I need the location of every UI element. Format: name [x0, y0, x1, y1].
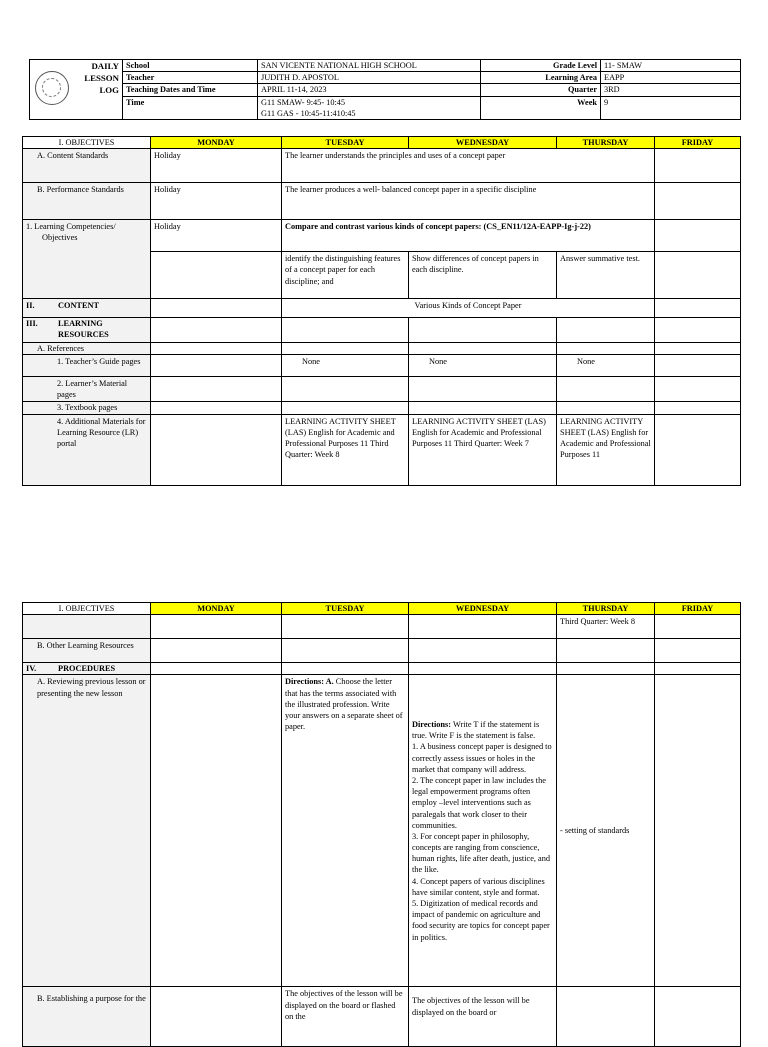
reviewing-wednesday: [409, 675, 557, 987]
competencies-label: [23, 220, 151, 299]
learners-material-thursday: [557, 376, 655, 401]
sub-objectives-monday: [151, 252, 282, 299]
learning-area-label: Learning Area: [481, 72, 601, 84]
friday-header: FRIDAY: [655, 603, 741, 615]
quarter-value: 3RD: [601, 84, 741, 96]
references-wednesday: [409, 342, 557, 354]
reviewing-friday: [655, 675, 741, 987]
learning-resources-monday: [151, 318, 282, 343]
content-standards-monday: Holiday: [151, 149, 282, 183]
performance-standards-friday: [655, 183, 741, 220]
continuation-monday: [151, 615, 282, 639]
grade-level-label: Grade Level: [481, 60, 601, 72]
teacher-label: Teacher: [123, 72, 258, 84]
procedures-thursday: [557, 663, 655, 675]
school-label: School: [123, 60, 258, 72]
header-table: [29, 59, 741, 120]
quiz-item: 5. Digitization of medical records and impact of pandemic on agriculture and food security are topics for concept paper in politics.: [412, 899, 550, 942]
textbook-friday: [655, 402, 741, 414]
performance-standards-label: B. Performance Standards: [23, 183, 151, 220]
thursday-header: THURSDAY: [557, 137, 655, 149]
learners-material-wednesday: [409, 376, 557, 401]
other-resources-friday: [655, 639, 741, 663]
additional-materials-wednesday: LEARNING ACTIVITY SHEET (LAS) English for Academic and Professional Purposes 11 Third Quarter: Week 7: [409, 414, 557, 485]
establishing-label: B. Establishing a purpose for the: [23, 987, 151, 1047]
quiz-item: 3. For concept paper in philosophy, concepts are ranging from conscience, human rights, life after death, justice, and the like.: [412, 831, 551, 875]
establishing-tuesday: The objectives of the lesson will be displayed on the board or flashed on the: [282, 987, 409, 1047]
monday-header: MONDAY: [151, 603, 282, 615]
sub-objectives-wednesday: Show differences of concept papers in each discipline.: [409, 252, 557, 299]
additional-materials-label: 4. Additional Materials for Learning Resource (LR) portal: [23, 414, 151, 485]
learning-resources-tuesday: [282, 318, 409, 343]
monday-header: MONDAY: [151, 137, 282, 149]
continuation-friday: [655, 615, 741, 639]
teachers-guide-monday: [151, 354, 282, 376]
continuation-tuesday: [282, 615, 409, 639]
additional-materials-monday: [151, 414, 282, 485]
textbook-thursday: [557, 402, 655, 414]
section-label: CONTENT: [58, 301, 100, 311]
reviewing-tuesday: [282, 675, 409, 987]
reviewing-label: A. Reviewing previous lesson or presenting the new lesson: [23, 675, 151, 987]
section-number: III.: [26, 319, 38, 329]
establishing-wednesday: The objectives of the lesson will be displayed on the board or: [409, 987, 557, 1047]
reviewing-monday: [151, 675, 282, 987]
teacher-value: JUDITH D. APOSTOL: [258, 72, 481, 84]
learners-material-friday: [655, 376, 741, 401]
teaching-dates-value: APRIL 11-14, 2023: [258, 84, 481, 96]
establishing-thursday: [557, 987, 655, 1047]
references-friday: [655, 342, 741, 354]
week-value: 9: [601, 96, 741, 119]
other-resources-tuesday: [282, 639, 409, 663]
dll-title-line: LOG: [99, 85, 119, 95]
lesson-table-2: [22, 602, 741, 1047]
additional-materials-tuesday: LEARNING ACTIVITY SHEET (LAS) English for Academic and Professional Purposes 11 Third Quarter: Week 8: [282, 414, 409, 485]
objectives-header: I. OBJECTIVES: [23, 137, 151, 149]
learning-resources-thursday: [557, 318, 655, 343]
procedures-friday: [655, 663, 741, 675]
teachers-guide-wednesday: None: [409, 354, 557, 376]
section-number: II.: [26, 301, 35, 311]
section-label: PROCEDURES: [58, 664, 116, 674]
time-line: G11 SMAW- 9:45- 10:45: [261, 97, 346, 107]
continuation-label: [23, 615, 151, 639]
school-value: SAN VICENTE NATIONAL HIGH SCHOOL: [258, 60, 481, 72]
competencies-label-line: 1. Learning Competencies/: [26, 222, 116, 232]
textbook-monday: [151, 402, 282, 414]
competencies-monday: Holiday: [151, 220, 282, 252]
content-standards-text: The learner understands the principles and uses of a concept paper: [282, 149, 655, 183]
competencies-friday: [655, 220, 741, 252]
time-label: Time: [123, 96, 258, 119]
wednesday-header: WEDNESDAY: [409, 603, 557, 615]
references-tuesday: [282, 342, 409, 354]
dll-title-line: DAILY: [91, 61, 119, 71]
textbook-tuesday: [282, 402, 409, 414]
establishing-friday: [655, 987, 741, 1047]
additional-materials-thursday: LEARNING ACTIVITY SHEET (LAS) English for Academic and Professional Purposes 11: [557, 414, 655, 485]
sub-objectives-friday: [655, 252, 741, 299]
teachers-guide-thursday: None: [557, 354, 655, 376]
references-label: A. References: [23, 342, 151, 354]
sub-objectives-tuesday: identify the distinguishing features of a concept paper for each discipline; and: [282, 252, 409, 299]
content-label: [23, 299, 151, 318]
teaching-dates-label: Teaching Dates and Time: [123, 84, 258, 96]
objectives-header: I. OBJECTIVES: [23, 603, 151, 615]
tuesday-header: TUESDAY: [282, 137, 409, 149]
content-text: Various Kinds of Concept Paper: [282, 299, 655, 318]
grade-level-value: 11- SMAW: [601, 60, 741, 72]
friday-header: FRIDAY: [655, 137, 741, 149]
references-thursday: [557, 342, 655, 354]
competencies-label-line: Objectives: [42, 233, 78, 243]
section-label: RESOURCES: [58, 329, 109, 339]
dll-title-line: LESSON: [84, 73, 119, 83]
time-value: [258, 96, 481, 119]
establishing-monday: [151, 987, 282, 1047]
teachers-guide-label: 1. Teacher’s Guide pages: [23, 354, 151, 376]
performance-standards-text: The learner produces a well- balanced concept paper in a specific discipline: [282, 183, 655, 220]
learning-resources-friday: [655, 318, 741, 343]
thursday-header: THURSDAY: [557, 603, 655, 615]
wednesday-header: WEDNESDAY: [409, 137, 557, 149]
directions-label: Directions: A.: [285, 677, 334, 687]
week-label: Week: [481, 96, 601, 119]
quarter-label: Quarter: [481, 84, 601, 96]
quiz-item: 4. Concept papers of various disciplines have similar content, style and format.: [412, 876, 545, 897]
other-resources-monday: [151, 639, 282, 663]
section-label: LEARNING: [58, 319, 103, 329]
teachers-guide-friday: [655, 354, 741, 376]
sub-objectives-thursday: Answer summative test.: [557, 252, 655, 299]
quiz-item: 2. The concept paper in law includes the legal empowerment programs often employ –level interventions such as paralegals that work closer to their communities.: [412, 775, 546, 830]
references-monday: [151, 342, 282, 354]
dll-title: [84, 60, 119, 96]
section-number: IV.: [26, 664, 37, 674]
tuesday-header: TUESDAY: [282, 603, 409, 615]
deped-seal-icon: [35, 71, 69, 105]
other-resources-thursday: [557, 639, 655, 663]
content-friday: [655, 299, 741, 318]
other-resources-wednesday: [409, 639, 557, 663]
learners-material-monday: [151, 376, 282, 401]
procedures-tuesday: [282, 663, 409, 675]
learners-material-tuesday: [282, 376, 409, 401]
competencies-text: Compare and contrast various kinds of concept papers: (CS_EN11/12A-EAPP-Ig-j-22): [282, 220, 655, 252]
textbook-wednesday: [409, 402, 557, 414]
procedures-monday: [151, 663, 282, 675]
quiz-item: 1. A business concept paper is designed to correctly assess issues or holes in the market that company will address.: [412, 742, 552, 774]
reviewing-thursday: - setting of standards: [557, 675, 655, 987]
time-line: G11 GAS - 10:45-11:410:45: [261, 108, 356, 118]
procedures-label: [23, 663, 151, 675]
content-standards-friday: [655, 149, 741, 183]
continuation-wednesday: [409, 615, 557, 639]
performance-standards-monday: Holiday: [151, 183, 282, 220]
other-resources-label: B. Other Learning Resources: [23, 639, 151, 663]
directions-text: Write T if the statement is true. Write F is the statement is false.: [412, 720, 540, 741]
continuation-thursday: Third Quarter: Week 8: [557, 615, 655, 639]
directions-label: Directions:: [412, 720, 452, 729]
teachers-guide-tuesday: None: [282, 354, 409, 376]
content-monday: [151, 299, 282, 318]
learning-resources-wednesday: [409, 318, 557, 343]
additional-materials-friday: [655, 414, 741, 485]
textbook-label: 3. Textbook pages: [23, 402, 151, 414]
learning-area-value: EAPP: [601, 72, 741, 84]
content-standards-label: A. Content Standards: [23, 149, 151, 183]
learners-material-label: 2. Learner’s Material pages: [23, 376, 151, 401]
lesson-table-1: [22, 136, 741, 486]
directions-text: Choose the letter that has the terms associated with the illustrated profession. Write your answers on a separate sheet of paper.: [285, 677, 403, 732]
learning-resources-label: [23, 318, 151, 343]
deped-seal-cell: [30, 60, 123, 120]
procedures-wednesday: [409, 663, 557, 675]
